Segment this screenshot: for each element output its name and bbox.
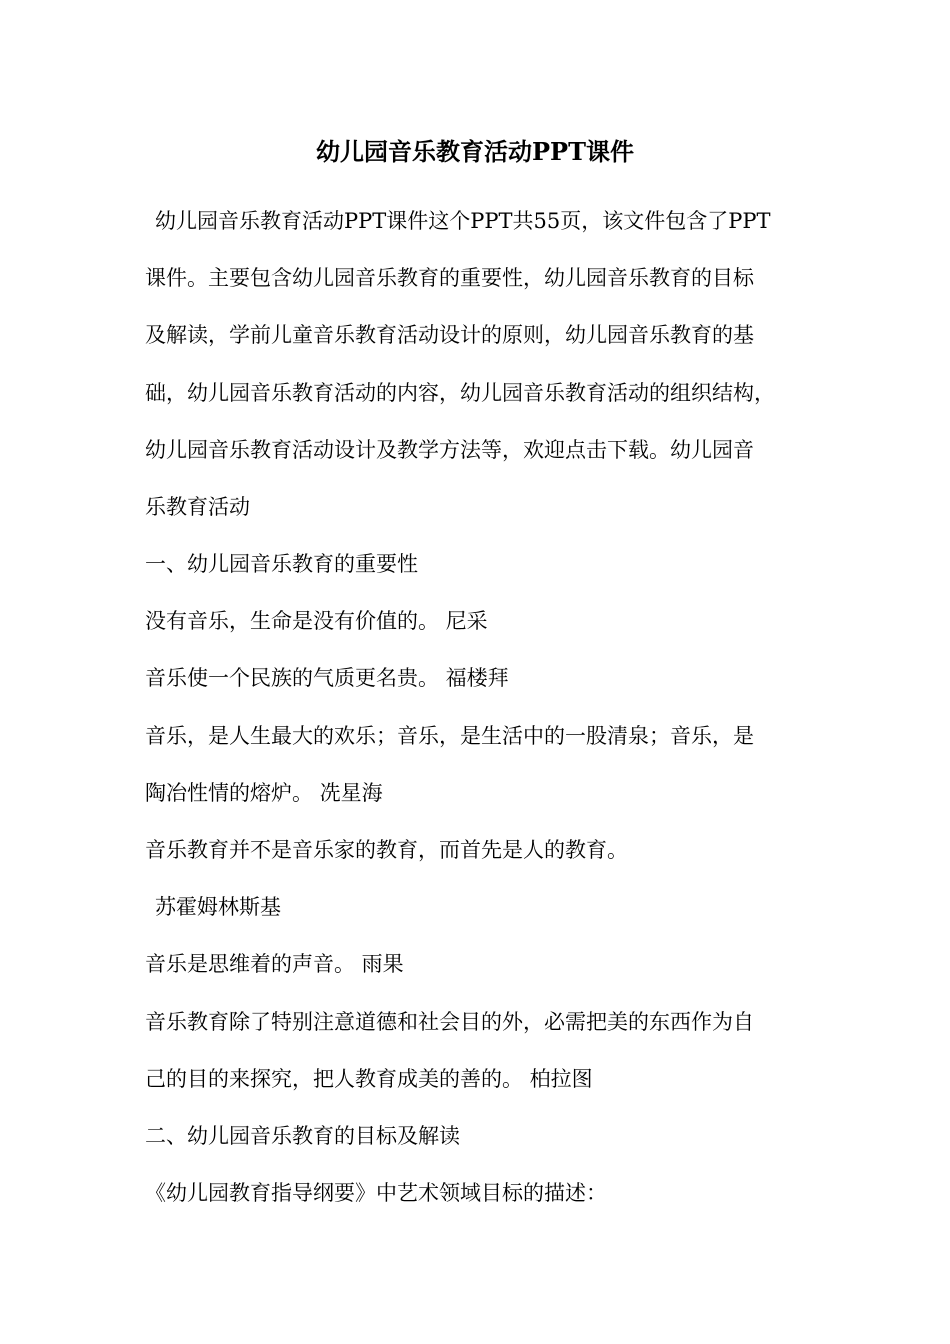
document-title: 幼儿园音乐教育活动PPT课件 <box>316 137 634 166</box>
intro-line: 幼儿园音乐教育活动设计及教学方法等，欢迎点击下载。幼儿园音 <box>145 438 754 462</box>
quote-line: 音乐教育除了特别注意道德和社会目的外，必需把美的东西作为自 <box>145 1010 754 1034</box>
section-heading: 一、幼儿园音乐教育的重要性 <box>145 552 418 576</box>
quote-line: 音乐使一个民族的气质更名贵。 福楼拜 <box>145 666 509 690</box>
intro-line: 础，幼儿园音乐教育活动的内容，幼儿园音乐教育活动的组织结构， <box>145 381 775 405</box>
quote-line: 音乐，是人生最大的欢乐；音乐，是生活中的一股清泉；音乐，是 <box>145 724 754 748</box>
body-line: 《幼儿园教育指导纲要》中艺术领域目标的描述： <box>145 1181 607 1205</box>
quote-line: 音乐是思维着的声音。 雨果 <box>145 952 404 976</box>
quote-line: 没有音乐，生命是没有价值的。 尼采 <box>145 609 488 633</box>
intro-line: 乐教育活动 <box>145 495 250 519</box>
intro-line: 幼儿园音乐教育活动PPT课件这个PPT共55页，该文件包含了PPT <box>155 209 771 233</box>
section-heading: 二、幼儿园音乐教育的目标及解读 <box>145 1124 460 1148</box>
quote-line: 己的目的来探究，把人教育成美的善的。 柏拉图 <box>145 1067 593 1091</box>
quote-line: 音乐教育并不是音乐家的教育，而首先是人的教育。 <box>145 838 628 862</box>
quote-line: 陶冶性情的熔炉。 冼星海 <box>145 781 383 805</box>
intro-line: 课件。主要包含幼儿园音乐教育的重要性，幼儿园音乐教育的目标 <box>145 266 754 290</box>
quote-line: 苏霍姆林斯基 <box>155 895 281 919</box>
intro-line: 及解读，学前儿童音乐教育活动设计的原则，幼儿园音乐教育的基 <box>145 323 754 347</box>
